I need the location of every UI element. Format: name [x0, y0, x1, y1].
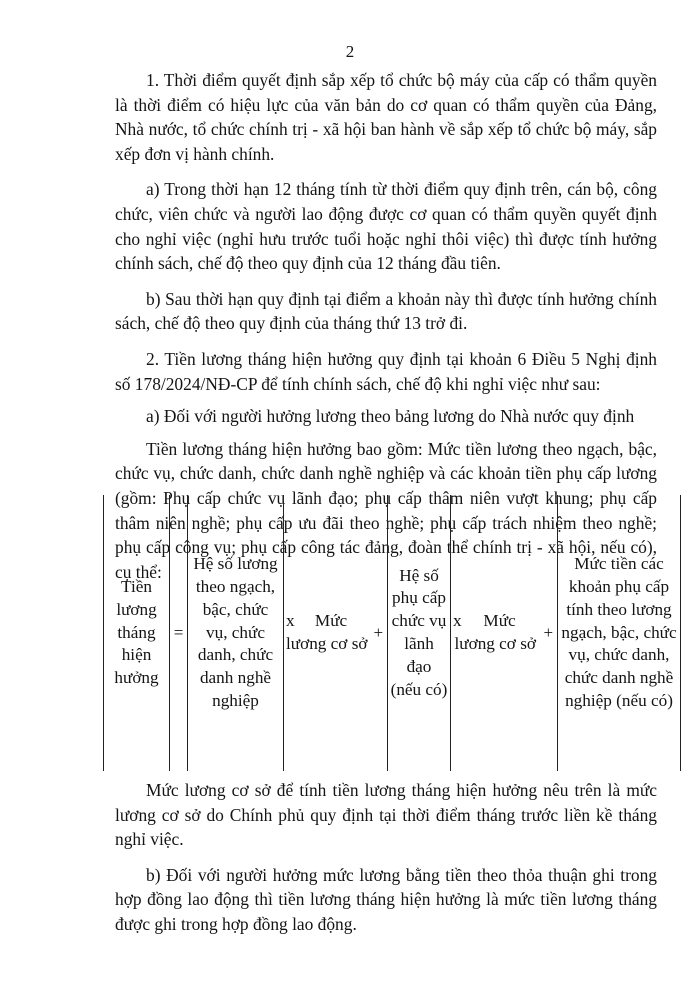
paragraph-2a: a) Đối với người hưởng lương theo bảng lương do Nhà nước quy định	[146, 406, 635, 427]
formula-plus-1: +	[373, 622, 384, 642]
formula-plus-2: +	[543, 622, 554, 642]
paragraph-1: 1. Thời điểm quyết định sắp xếp tổ chức bộ máy của cấp có thẩm quyền là thời điểm có hiệu lực của văn bản do cơ quan có thẩm quyền của Đảng, Nhà nước, tổ chức chính trị - xã hội ban hành về sắp xếp tổ chức bộ máy, sắp xếp đơn vị hành chính.	[115, 70, 657, 164]
paragraph-1a: a) Trong thời hạn 12 tháng tính từ thời điểm quy định trên, cán bộ, công chức, viên chức và người lao động được cơ quan có thẩm quyền quyết định cho nghỉ việc (nghỉ hưu trước tuổi hoặc nghỉ thôi việc) thì được tính hưởng chính sách, chế độ theo quy định của 12 tháng đầu tiên.	[115, 179, 657, 274]
formula-base-salary-1	[284, 495, 370, 771]
paragraph-base-salary-note: Mức lương cơ sở để tính tiền lương tháng hiện hưởng nêu trên là mức lương cơ sở do Chính phủ quy định tại thời điểm tháng trước liền kề tháng nghỉ việc.	[115, 780, 657, 850]
paragraph-salary-definition: Tiền lương tháng hiện hưởng bao gồm: Mức tiền lương theo ngạch, bậc, chức vụ, chức danh, chức danh nghề nghiệp và các khoản tiền phụ cấp lương (gồm: Phụ cấp chức vụ lãnh đạo; phụ cấp thâm niên vượt khung; phụ cấp thâm niên nghề; phụ cấp ưu đãi theo nghề; phụ cấp trách nhiệm theo nghề; phụ cấp công vụ; phụ cấp công tác đảng, đoàn thể chính trị - xã hội, nếu có), cụ thể:	[115, 438, 657, 582]
document-body-continued	[115, 778, 657, 937]
paragraph-2b: b) Đối với người hưởng mức lương bằng tiền theo thỏa thuận ghi trong hợp đồng lao động thì tiền lương tháng hiện hưởng là mức tiền lương tháng được ghi trong hợp đồng lao động.	[115, 864, 657, 934]
salary-formula-table	[103, 495, 681, 771]
formula-allowances-amount: Mức tiền các khoản phụ cấp tính theo lương ngạch, bậc, chức vụ, chức danh, chức danh nghề nghiệp (nếu có)	[558, 495, 681, 771]
formula-base-salary-2-label: Mức lương cơ sở	[454, 611, 536, 653]
formula-salary-coefficient: Hệ số lương theo ngạch, bậc, chức vụ, chức danh, chức danh nghề nghiệp	[188, 495, 284, 771]
formula-times-1: x	[286, 611, 295, 631]
formula-times-2: x	[453, 611, 462, 631]
formula-equals: =	[173, 622, 184, 642]
page-number: 2	[345, 42, 355, 61]
formula-allowance-coefficient: Hệ số phụ cấp chức vụ lãnh đạo (nếu có)	[388, 495, 451, 771]
paragraph-2: 2. Tiền lương tháng hiện hưởng quy định tại khoản 6 Điều 5 Nghị định số 178/2024/NĐ-CP để tính chính sách, chế độ khi nghỉ việc như sau:	[115, 348, 657, 394]
paragraph-1b: b) Sau thời hạn quy định tại điểm a khoản này thì được tính hưởng chính sách, chế độ theo quy định của tháng thứ 13 trở đi.	[115, 288, 657, 334]
formula-base-salary-1-label: Mức lương cơ sở	[286, 611, 368, 653]
formula-result: Tiền lương tháng hiện hưởng	[104, 495, 170, 771]
formula-base-salary-2	[451, 495, 540, 771]
